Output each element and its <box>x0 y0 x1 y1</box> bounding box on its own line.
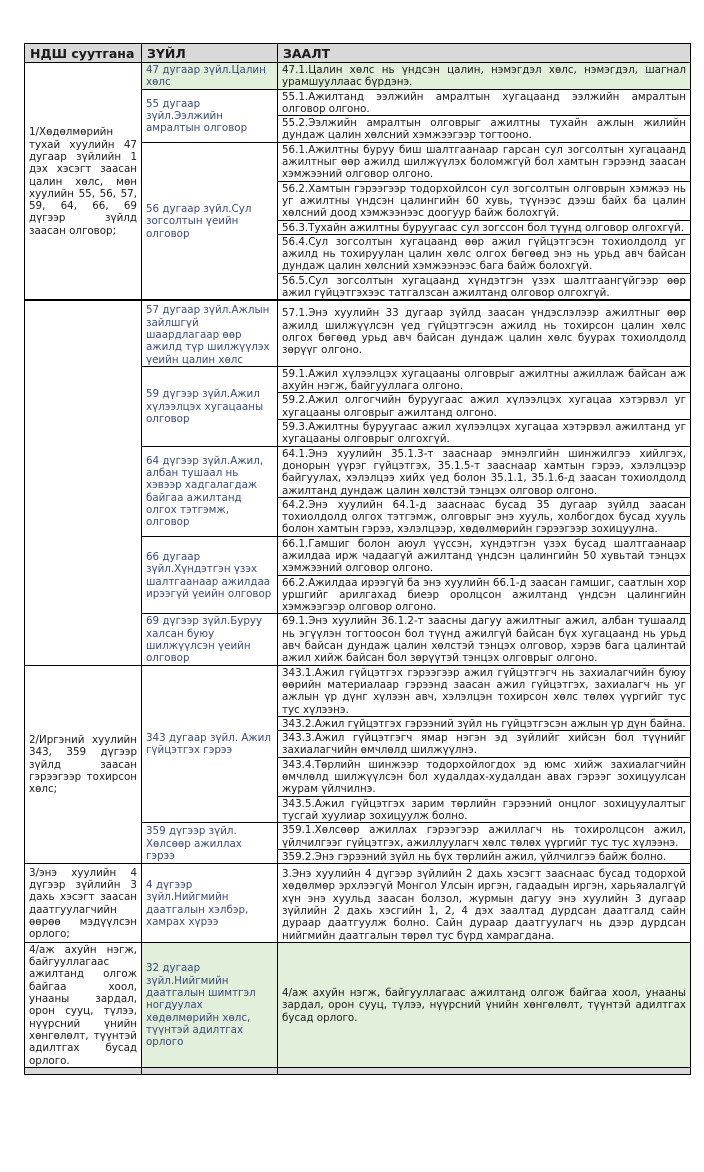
clause-cell: 343.3.Ажил гүйцэтгэгч ямар нэгэн эд зүйлийг хийсэн бол түүнийг захиалагчийн өмчлөлд шилжүүлнэ. <box>278 731 691 758</box>
article-cell: 359 дүгээр зүйл. Хөлсөөр ажиллах гэрээ <box>142 823 278 864</box>
table-row <box>25 864 691 943</box>
clause-cell: 56.3.Тухайн ажилтны буруугаас сул зогссон бол түүнд олговор олгохгүй. <box>278 220 691 234</box>
clause-cell: 47.1.Цалин хөлс нь үндсэн цалин, нэмэгдэл хөлс, нэмэгдэл, шагнал урамшууллаас бүрдэнэ. <box>278 63 691 90</box>
article-cell: 55 дугаар зүйл.Ээлжийн амралтын олговор <box>142 89 278 142</box>
article-cell: 343 дугаар зүйл. Ажил гүйцэтгэх гэрээ <box>142 665 278 823</box>
category-cell: 4/аж ахуйн нэгж, байгууллагаас ажилтанд олгож байгаа хоол, унааны зардал, орон сууц, түлээ, нүүрсний үнийн хөнгөлөлт, түүнтэй адилтгах бусад орлого. <box>25 942 142 1067</box>
header-clause: ЗААЛТ <box>278 44 691 63</box>
clause-cell: 56.1.Ажилтны буруу биш шалтгаанаар гарсан сул зогсолтын хугацаанд ажилтныг өөр ажилд шилжүүлэх боломжгүй бол хамтын гэрээнд заасан хэмжээний олговор олгоно. <box>278 142 691 181</box>
category-cell: 1/Хөдөлмөрийн тухай хуулийн 47 дугаар зүйлийн 1 дэх хэсэгт заасан цалин хөлс, мөн хуулийн 55, 56, 57, 59, 64, 66, 69 дүгээр зүйлд заасан олговор; <box>25 63 142 301</box>
clause-cell: 66.2.Ажилдаа ирээгүй ба энэ хуулийн 66.1-д заасан гамшиг, саатлын хор уршгийг арилгахад биеэр оролцсон ажилтанд үндсэн цалингийн хэмжээгээр олговор олгоно. <box>278 575 691 614</box>
table-row <box>25 63 691 90</box>
clause-cell: 59.3.Ажилтны буруугаас ажил хүлээлцэх хугацаа хэтэрвэл ажилтанд уг хугацааны олговрыг олгохгүй. <box>278 420 691 447</box>
category-cell: 3/энэ хуулийн 4 дүгээр зүйлийн 3 дахь хэсэгт заасан даатгуулагчийн өөрөө мэдүүлсэн орлого; <box>25 864 142 943</box>
clause-cell: 55.2.Ээлжийн амралтын олговрыг ажилтны тухайн ажлын жилийн дундаж цалин хөлсний хэмжээгээр тогтооно. <box>278 116 691 143</box>
clause-cell: 359.1.Хөлсөөр ажиллах гэрээгээр ажиллагч нь тохиролцсон ажил, үйлчилгээг гүйцэтгэх, ажиллуулагч хөлс төлөх үүргийг тус тус хүлээнэ. <box>278 823 691 850</box>
clause-cell: 343.2.Ажил гүйцэтгэх гэрээний зүйл нь гүйцэтгэсэн ажлын үр дүн байна. <box>278 716 691 730</box>
clause-cell: 4/аж ахуйн нэгж, байгууллагаас ажилтанд олгож байгаа хоол, унааны зардал, орон сууц, түлээ, нүүрсний үнийн хөнгөлөлт, түүнтэй адилтгах бусад орлого. <box>278 942 691 1067</box>
clause-cell: 59.2.Ажил олгогчийн буруугаас ажил хүлээлцэх хугацаа хэтэрвэл уг хугацааны олговрыг ажилтанд олгоно. <box>278 393 691 420</box>
cutoff-cell <box>278 1067 691 1074</box>
table-row <box>25 942 691 1067</box>
article-cell: 66 дугаар зүйл.Хүндэтгэн үзэх шалтгаанаар ажилдаа ирээгүй үеийн олговор <box>142 536 278 614</box>
header-article: ЗҮЙЛ <box>142 44 278 63</box>
cutoff-cell <box>142 1067 278 1074</box>
header-row <box>25 44 691 63</box>
article-cell: 32 дугаар зүйл.Нийгмийн даатгалын шимтгэл ногдуулах хөдөлмөрийн хөлс, түүнтэй адилтгах орлого <box>142 942 278 1067</box>
article-cell: 57 дугаар зүйл.Ажлын зайлшгүй шаардлагаар өөр ажилд түр шилжүүлэх үеийн цалин хөлс <box>142 300 278 366</box>
clause-cell: 343.1.Ажил гүйцэтгэх гэрээгээр ажил гүйцэтгэгч нь захиалагчийн буюу өөрийн материалаар гэрээнд заасан ажил гүйцэтгэх, захиалагч нь уг ажлын үр дүнг хүлээн авч, хэлэлцэн тохирсон хөлс төлөх үүргийг тус тус хүлээнэ. <box>278 665 691 716</box>
clause-cell: 343.5.Ажил гүйцэтгэх зарим төрлийн гэрээний онцлог зохицуулалтыг тусгай хуулиар зохицуулж болно. <box>278 796 691 823</box>
category-cell <box>25 300 142 665</box>
header-ndsh: НДШ суутгана <box>25 44 142 63</box>
cutoff-cell <box>25 1067 142 1074</box>
clause-cell: 359.2.Энэ гэрээний зүйл нь бүх төрлийн ажил, үйлчилгээ байж болно. <box>278 849 691 863</box>
clause-cell: 59.1.Ажил хүлээлцэх хугацааны олговрыг ажилтны ажиллаж байсан аж ахуйн нэгж, байгууллага олгоно. <box>278 366 691 393</box>
clause-cell: 56.4.Сул зогсолтын хугацаанд өөр ажил гүйцэтгэсэн тохиолдолд уг ажилд нь тохируулан цалин хөлс олгох бөгөөд энэ нь урьд авч байсан дундаж цалин хөлсний хэмжээнээс бага байж болохгүй. <box>278 234 691 273</box>
table-row <box>25 300 691 366</box>
article-cell: 47 дугаар зүйл.Цалин хөлс <box>142 63 278 90</box>
clause-cell: 343.4.Төрлийн шинжээр тодорхойлогдох эд юмс хийж захиалагчийн өмчлөлд шилжүүлсэн бол худалдах-худалдан авах гэрээг зохицуулсан журам үйлчилнэ. <box>278 757 691 796</box>
table-row <box>25 665 691 716</box>
clause-cell: 3.Энэ хуулийн 4 дүгээр зүйлийн 2 дахь хэсэгт зааснаас бусад тодорхой хөдөлмөр эрхлээгүй Монгол Улсын иргэн, гадаадын иргэн, харьяалалгүй хүн энэ хуульд заасан болзол, журмын дагуу энэ хуулийн 3 дугаар зүйлийн 2 дахь хэсгийн 1, 2, 4 дэх заалтад дурдсан даатгалд сайн дураар даатгуулж болно. Сайн дураар даатгуулагч нь дээр дурдсан нийгмийн даатгалын төрөл тус бүрд хамрагдана. <box>278 864 691 943</box>
clause-cell: 57.1.Энэ хуулийн 33 дугаар зүйлд заасан үндэслэлээр ажилтныг өөр ажилд шилжүүлсэн үед гүйцэтгэсэн ажилд нь тохирсон цалин хөлс олгох бөгөөд урьд авч байсан дундаж цалин хөлс буурах тохиолдолд зөрүүг олгоно. <box>278 300 691 366</box>
table-row-cutoff <box>25 1067 691 1074</box>
clause-cell: 56.5.Сул зогсолтын хугацаанд хүндэтгэн үзэх шалтгаангүйгээр өөр ажил гүйцэтгэхээс татгалзсан ажилтанд олговор олгохгүй. <box>278 273 691 300</box>
article-cell: 56 дугаар зүйл.Сул зогсолтын үеийн олговор <box>142 142 278 300</box>
article-cell: 64 дүгээр зүйл.Ажил, албан тушаал нь хэвээр хадгалагдаж байгаа ажилтанд олгох тэтгэмж, олговор <box>142 446 278 536</box>
clause-cell: 64.1.Энэ хуулийн 35.1.3-т зааснаар эмнэлгийн шинжилгээ хийлгэх, донорын үүрэг гүйцэтгэх, 35.1.5-т зааснаар хамтын гэрээ, хэлэлцээр байгуулах, хэлэлцээ хийх үед болон 35.1.1, 35.1.6-д заасан тохиолдолд ажилтанд дундаж цалин хөлстэй тэнцэх олговор олгоно. <box>278 446 691 497</box>
article-cell: 69 дүгээр зүйл.Буруу халсан буюу шилжүүлсэн үеийн олговор <box>142 614 278 665</box>
clause-cell: 55.1.Ажилтанд ээлжийн амралтын хугацаанд ээлжийн амралтын олговор олгоно. <box>278 89 691 116</box>
clause-cell: 69.1.Энэ хуулийн 36.1.2-т заасны дагуу ажилтныг ажил, албан тушаалд нь эгүүлэн тогтоосон бол түүнд ажилгүй байсан бүх хугацаанд нь урьд авч байсан дундаж цалин хөлстэй тэнцэх олговор, хэрэв бага цалинтай ажил хийж байсан бол зөрүүтэй тэнцэх олговрыг олгоно. <box>278 614 691 665</box>
article-cell: 59 дүгээр зүйл.Ажил хүлээлцэх хугацааны олговор <box>142 366 278 446</box>
clause-cell: 56.2.Хамтын гэрээгээр тодорхойлсон сул зогсолтын олговрын хэмжээ нь уг ажилтны үндсэн цалингийн 60 хувь, түүнээс дээш байх ба цалин хөлсний доод хэмжээнээс доогуур байж болохгүй. <box>278 181 691 220</box>
article-cell: 4 дүгээр зүйл.Нийгмийн даатгалын хэлбэр, хамрах хүрээ <box>142 864 278 943</box>
clause-cell: 64.2.Энэ хуулийн 64.1-д зааснаас бусад 35 дугаар зүйлд заасан тохиолдолд олгох тэтгэмж, олговрыг энэ хууль, холбогдох бусад хууль болон хамтын гэрээ, хэлэлцээр, хөдөлмөрийн гэрээгээр зохицуулна. <box>278 497 691 536</box>
clause-cell: 66.1.Гамшиг болон аюул үүссэн, хүндэтгэн үзэх бусад шалтгаанаар ажилдаа ирж чадаагүй ажилтанд үндсэн цалингийн 50 хувьтай тэнцэх хэмжээний олговор олгоно. <box>278 536 691 575</box>
contributions-table <box>24 43 691 1075</box>
category-cell: 2/Иргэний хуулийн 343, 359 дүгээр зүйлд заасан гэрээгээр тохирсон хөлс; <box>25 665 142 863</box>
